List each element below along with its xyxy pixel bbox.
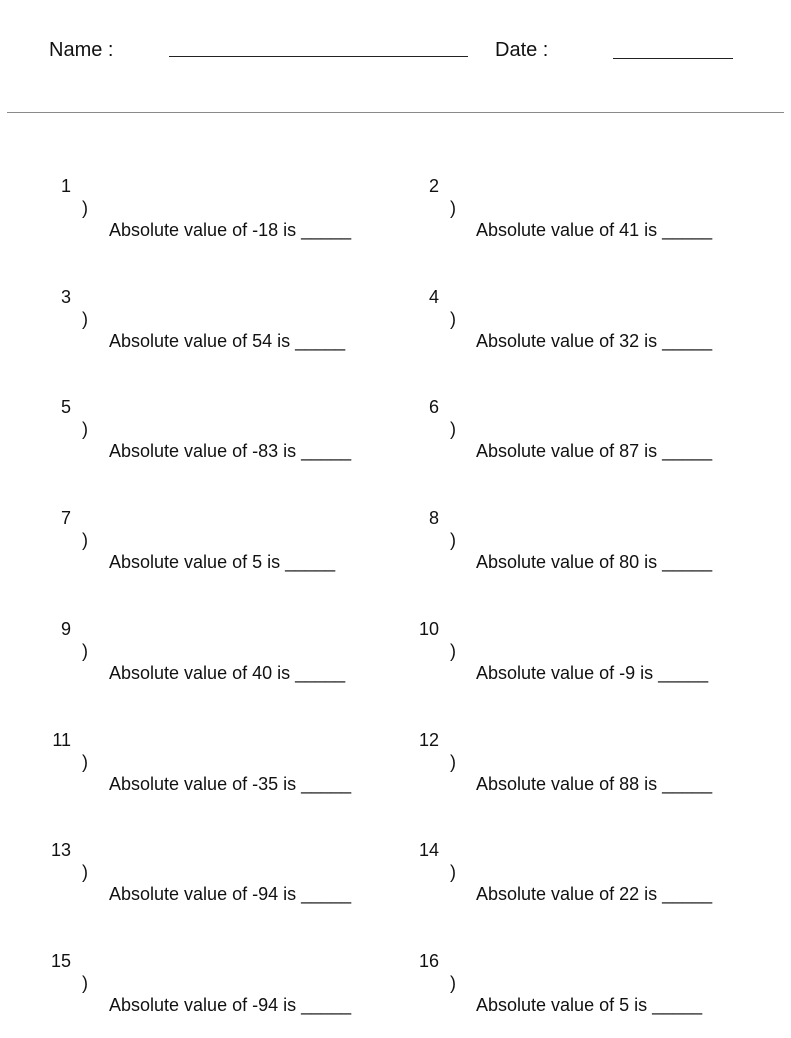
problem-text: Absolute value of 87 is _____ xyxy=(476,441,713,461)
problem-paren: ) xyxy=(82,973,88,993)
problem-text: Absolute value of -18 is _____ xyxy=(109,220,352,240)
problem-text: Absolute value of 40 is _____ xyxy=(109,663,346,683)
problem-text: Absolute value of 88 is _____ xyxy=(476,774,713,794)
problem-paren: ) xyxy=(450,752,456,772)
problem-text: Absolute value of 5 is _____ xyxy=(109,552,336,572)
problem-number: 8 xyxy=(428,508,439,528)
date-label: Date : xyxy=(495,39,549,61)
problem-number: 14 xyxy=(418,840,439,860)
name-label: Name : xyxy=(49,39,114,61)
problem-paren: ) xyxy=(450,862,456,882)
problem-text: Absolute value of 5 is _____ xyxy=(476,995,703,1015)
problem-paren: ) xyxy=(450,530,456,550)
problem-text: Absolute value of 80 is _____ xyxy=(476,552,713,572)
problem-paren: ) xyxy=(82,198,88,218)
problem-paren: ) xyxy=(82,530,88,550)
problem-number: 11 xyxy=(52,730,71,750)
header-divider xyxy=(7,112,784,113)
problem-paren: ) xyxy=(82,862,88,882)
problem-text: Absolute value of 32 is _____ xyxy=(476,331,713,351)
problem-paren: ) xyxy=(82,641,88,661)
problem-paren: ) xyxy=(450,419,456,439)
problem-paren: ) xyxy=(82,309,88,329)
problem-text: Absolute value of -83 is _____ xyxy=(109,441,352,461)
problem-paren: ) xyxy=(450,309,456,329)
problem-text: Absolute value of -35 is _____ xyxy=(109,774,352,794)
worksheet-header xyxy=(0,0,791,112)
problem-number: 4 xyxy=(428,287,439,307)
problem-number: 13 xyxy=(50,840,71,860)
problem-number: 9 xyxy=(60,619,71,639)
name-field[interactable] xyxy=(169,56,468,57)
problem-number: 12 xyxy=(418,730,439,750)
problem-number: 2 xyxy=(428,176,439,196)
date-field[interactable] xyxy=(613,58,733,59)
problem-number: 15 xyxy=(50,951,71,971)
problem-paren: ) xyxy=(450,973,456,993)
problem-paren: ) xyxy=(82,752,88,772)
problem-number: 10 xyxy=(418,619,439,639)
problem-text: Absolute value of 54 is _____ xyxy=(109,331,346,351)
problem-text: Absolute value of -94 is _____ xyxy=(109,884,352,904)
problem-number: 5 xyxy=(60,397,71,417)
problem-number: 7 xyxy=(60,508,71,528)
problem-paren: ) xyxy=(82,419,88,439)
problem-number: 3 xyxy=(60,287,71,307)
problem-text: Absolute value of -94 is _____ xyxy=(109,995,352,1015)
problem-paren: ) xyxy=(450,641,456,661)
problem-number: 16 xyxy=(418,951,439,971)
problem-paren: ) xyxy=(450,198,456,218)
problem-text: Absolute value of -9 is _____ xyxy=(476,663,709,683)
problem-number: 6 xyxy=(428,397,439,417)
problem-text: Absolute value of 22 is _____ xyxy=(476,884,713,904)
problem-text: Absolute value of 41 is _____ xyxy=(476,220,713,240)
problem-number: 1 xyxy=(60,176,71,196)
